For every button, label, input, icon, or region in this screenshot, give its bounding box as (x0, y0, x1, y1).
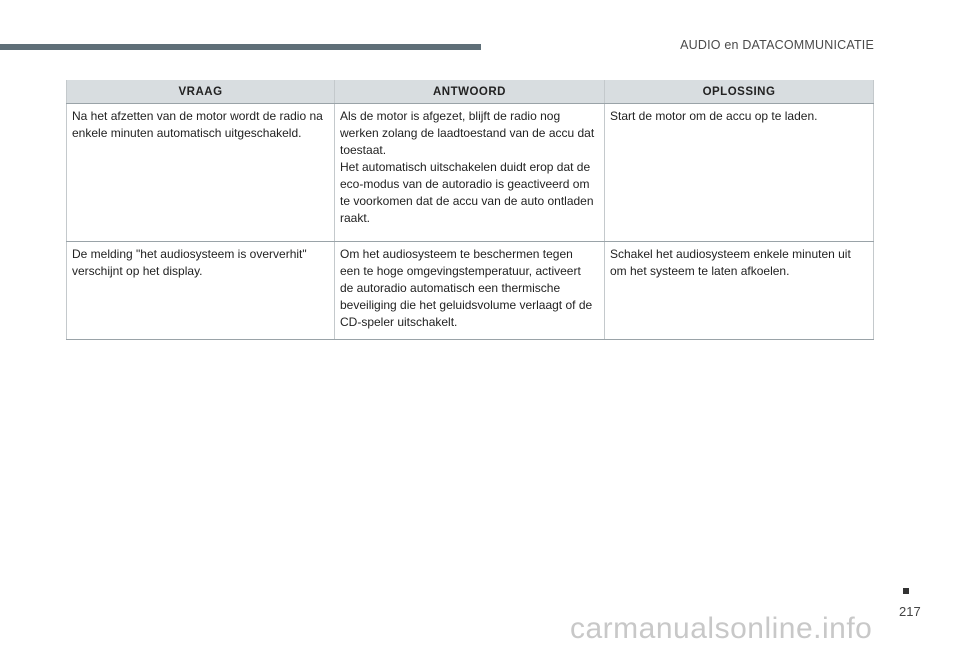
answer-line: te voorkomen dat de accu van de auto ontladen (340, 194, 594, 208)
answer-line: werken zolang de laadtoestand van de accu dat (340, 126, 595, 140)
answer-line: een te hoge omgevingstemperatuur, activeert (340, 264, 581, 278)
section-title: AUDIO en DATACOMMUNICATIE (680, 38, 874, 52)
question-cell (67, 104, 335, 242)
question-line: Na het afzetten van de motor wordt de radio na (72, 109, 323, 123)
solution-cell (605, 104, 874, 242)
solution-line: om het systeem te laten afkoelen. (610, 264, 790, 278)
watermark: carmanualsonline.info (570, 612, 873, 645)
answer-line: eco-modus van de autoradio is geactiveerd om (340, 177, 590, 191)
question-line: verschijnt op het display. (72, 264, 203, 278)
answer-line: Om het audiosysteem te beschermen tegen (340, 247, 573, 261)
answer-line: CD-speler uitschakelt. (340, 315, 458, 329)
table-row (67, 242, 874, 340)
question-line: enkele minuten automatisch uitgeschakeld. (72, 126, 302, 140)
column-header-answer: ANTWOORD (335, 80, 605, 104)
troubleshooting-table (66, 80, 874, 340)
table-row (67, 104, 874, 242)
question-cell (67, 242, 335, 340)
question-line: De melding "het audiosysteem is oververhit" (72, 247, 307, 261)
answer-line: Het automatisch uitschakelen duidt erop dat de (340, 160, 591, 174)
page-marker-square (903, 588, 909, 594)
table-header-row (67, 80, 874, 104)
column-header-solution: OPLOSSING (605, 80, 874, 104)
solution-line: Start de motor om de accu op te laden. (610, 109, 818, 123)
solution-cell (605, 242, 874, 340)
column-header-question: VRAAG (67, 80, 335, 104)
answer-line: raakt. (340, 211, 371, 225)
page-number: 217 (899, 604, 921, 619)
answer-line: toestaat. (340, 143, 387, 157)
answer-line: de autoradio automatisch een thermische (340, 281, 561, 295)
answer-line: beveiliging die het geluidsvolume verlaagt of de (340, 298, 593, 312)
solution-line: Schakel het audiosysteem enkele minuten uit (610, 247, 851, 261)
answer-cell (335, 242, 605, 340)
answer-cell (335, 104, 605, 242)
answer-line: Als de motor is afgezet, blijft de radio nog (340, 109, 561, 123)
top-accent-bar (0, 44, 481, 50)
